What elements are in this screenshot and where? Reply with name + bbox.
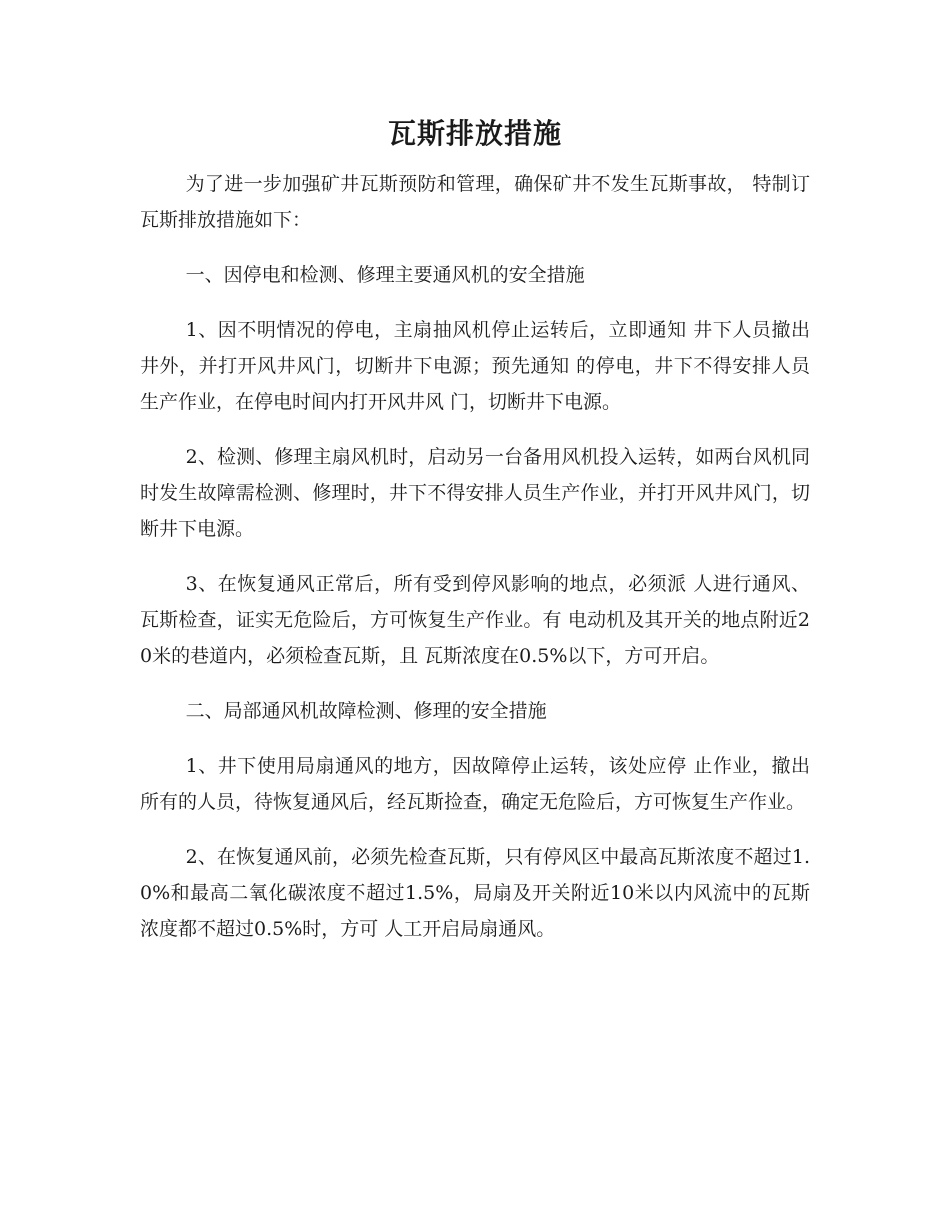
section-2-item-2: 2、在恢复通风前，必须先检查瓦斯，只有停风区中最高瓦斯浓度不超过1.0%和最高二氧化碳浓度不超过1.5%，局扇及开关附近10米以内风流中的瓦斯浓度都不超过0.5%时，方可 人工开启局扇通风。 [140,846,810,940]
document-body [140,166,810,966]
intro-paragraph: 为了进一步加强矿井瓦斯预防和管理，确保矿井不发生瓦斯事故， 特制订瓦斯排放措施如下： [140,173,810,231]
section-2-item-1: 1、井下使用局扇通风的地方，因故障停止运转，该处应停 止作业，撤出所有的人员，待恢复通风后，经瓦斯捡查，确定无危险后，方可恢复生产作业。 [140,755,810,813]
section-1-item-1: 1、因不明情况的停电，主扇抽风机停止运转后，立即通知 井下人员撤出井外，并打开风井风门，切断井下电源；预先通知 的停电，井下不得安排人员生产作业，在停电时间内打开风井风 门，切断井下电源。 [140,319,810,413]
section-1-item-3: 3、在恢复通风正常后，所有受到停风影响的地点，必须派 人进行通风、瓦斯检查，证实无危险后，方可恢复生产作业。有 电动机及其开关的地点附近20米的巷道内，必须检查瓦斯，且 瓦斯浓度在0.5%以下，方可开启。 [140,573,810,667]
section-2-heading: 二、局部通风机故障检测、修理的安全措施 [185,700,547,722]
document-title: 瓦斯排放措施 [387,117,562,150]
section-1-heading: 一、因停电和检测、修理主要通风机的安全措施 [185,264,585,286]
section-1-item-2: 2、检测、修理主扇风机时，启动另一台备用风机投入运转，如两台风机同时发生故障需检测、修理时，井下不得安排人员生产作业，并打开风井风门，切断井下电源。 [140,446,810,540]
